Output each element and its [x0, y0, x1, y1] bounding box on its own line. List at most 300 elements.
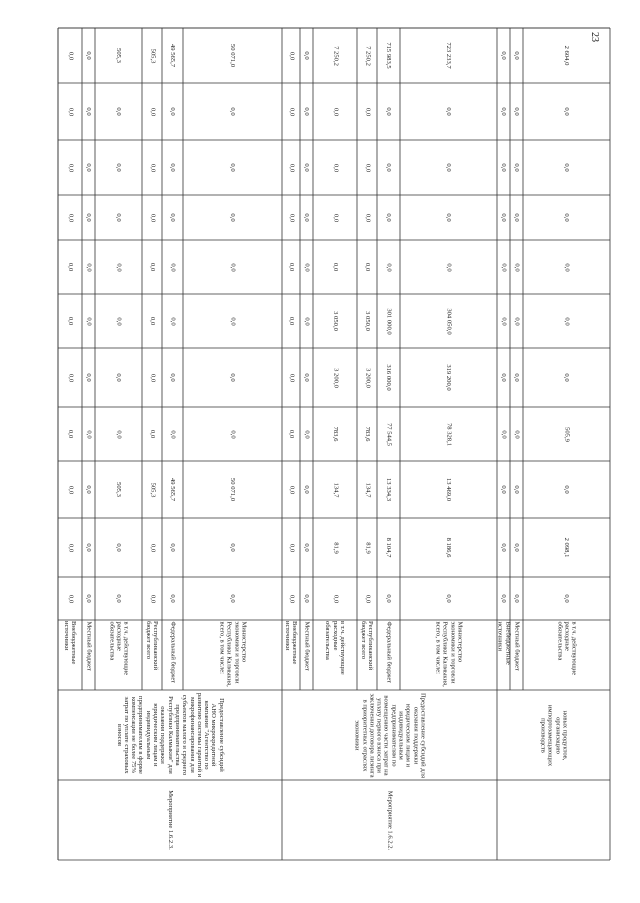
table-value: 0,0	[85, 163, 93, 172]
table-value-cell	[523, 83, 610, 140]
table-value-cell	[497, 28, 510, 83]
table-value-cell	[357, 240, 377, 294]
table-value-cell	[400, 83, 497, 140]
table-value-cell	[95, 83, 142, 140]
table-value: 0,0	[500, 485, 508, 494]
table-value-cell	[300, 518, 313, 577]
table-value-cell	[357, 140, 377, 195]
table-value-cell	[300, 83, 313, 140]
table-value: 0,0	[148, 107, 156, 116]
funding-source-cell	[497, 620, 510, 690]
table-value: 505,3	[115, 48, 123, 63]
table-value: 0,0	[66, 262, 74, 272]
table-value: 0,0	[169, 594, 177, 603]
table-value-cell	[357, 407, 377, 461]
table-value: 505,3	[148, 48, 156, 63]
table-value-cell	[82, 577, 95, 620]
table-value: 3 200,0	[331, 367, 339, 388]
table-value: 3 050,0	[331, 311, 339, 331]
activity-label-cell	[58, 780, 282, 860]
table-value: 0,0	[115, 543, 123, 552]
table-value: 2 604,0	[563, 45, 571, 66]
table-value: 0,0	[331, 594, 339, 603]
table-value-cell	[282, 195, 300, 240]
table-value-cell	[377, 83, 400, 140]
table-value-cell	[95, 294, 142, 348]
table-value-cell	[95, 348, 142, 407]
table-value: 0,0	[563, 485, 571, 494]
table-value: 49 565,7	[169, 477, 177, 502]
table-value-cell	[313, 240, 357, 294]
activity-description: Предоставление субсидий для оказания поддержки юридическим лицам и индивидуальным предпринимателям по возмещению части затрат на уплату первого взноса при заключении договора лизинга в приоритетных отраслях экономики	[353, 692, 426, 778]
table-value-cell	[377, 240, 400, 294]
table-value: 13 334,3	[385, 477, 393, 502]
table-value: 0,0	[148, 163, 156, 172]
table-value-cell	[300, 461, 313, 518]
table-value: 0,0	[115, 316, 123, 326]
table-value: 0,0	[500, 543, 508, 552]
table-value-cell	[313, 83, 357, 140]
table-value-cell	[142, 28, 162, 83]
table-value-cell	[313, 577, 357, 620]
table-value-cell	[162, 28, 183, 83]
funding-source: Федеральный бюджет	[169, 621, 177, 683]
funding-source: в т.ч. действующие расходные обязательства	[107, 621, 130, 675]
table-value-cell	[300, 348, 313, 407]
table-value-cell	[142, 518, 162, 577]
table-value: 0,0	[85, 316, 93, 326]
table-value: 0,0	[229, 594, 237, 603]
funding-source-cell	[523, 620, 610, 690]
table-value: 0,0	[513, 213, 521, 222]
table-value-cell	[510, 240, 523, 294]
table-value-cell	[183, 240, 282, 294]
table-value-cell	[400, 518, 497, 577]
table-value: 0,0	[363, 213, 371, 222]
table-value: 0,0	[229, 316, 237, 326]
table-value-cell	[82, 83, 95, 140]
table-value-cell	[357, 195, 377, 240]
table-value: 0,0	[385, 594, 393, 603]
table-value-cell	[58, 577, 82, 620]
table-value: 723 233,7	[445, 42, 453, 69]
table-value-cell	[357, 294, 377, 348]
table-value-cell	[300, 28, 313, 83]
table-value-cell	[357, 83, 377, 140]
table-value: 0,0	[303, 373, 311, 382]
table-value: 0,0	[229, 543, 237, 552]
table-value-cell	[95, 240, 142, 294]
table-value-cell	[400, 294, 497, 348]
table-value-cell	[162, 83, 183, 140]
funding-source-cell	[510, 620, 523, 690]
table-value-cell	[523, 28, 610, 83]
activity-label: Мероприятие 1.6.2.2.	[386, 790, 394, 850]
table-value: 0,0	[563, 107, 571, 116]
table-value: 0,0	[66, 107, 74, 116]
table-value-cell	[400, 407, 497, 461]
table-value: 0,0	[85, 373, 93, 382]
table-value: 0,0	[363, 107, 371, 116]
table-value: 0,0	[287, 543, 295, 552]
table-value-cell	[357, 28, 377, 83]
table-value: 0,0	[66, 51, 74, 60]
table-value: 0,0	[287, 213, 295, 222]
table-value-cell	[282, 348, 300, 407]
table-value-cell	[313, 294, 357, 348]
table-value: 0,0	[115, 373, 123, 382]
table-value: 0,0	[148, 594, 156, 603]
table-value: 0,0	[303, 594, 311, 603]
table-value: 0,0	[513, 543, 521, 552]
table-value-cell	[300, 577, 313, 620]
table-value-cell	[510, 195, 523, 240]
funding-source: Местный бюджет	[303, 621, 311, 671]
table-value-cell	[377, 461, 400, 518]
table-value: 0,0	[148, 373, 156, 382]
table-value: 0,0	[115, 429, 123, 439]
table-value-cell	[400, 195, 497, 240]
table-value: 8 186,6	[445, 537, 453, 558]
table-value-cell	[183, 461, 282, 518]
table-value: 0,0	[66, 213, 74, 222]
table-value-cell	[400, 461, 497, 518]
table-value: 50 071,0	[229, 477, 237, 502]
table-value-cell	[95, 140, 142, 195]
table-value: 0,0	[513, 485, 521, 494]
table-value-cell	[510, 140, 523, 195]
table-value: 78 328,1	[445, 422, 453, 446]
table-value: 0,0	[85, 543, 93, 552]
table-value-cell	[377, 195, 400, 240]
table-value: 0,0	[563, 163, 571, 172]
table-value: 0,0	[169, 543, 177, 552]
table-value-cell	[282, 83, 300, 140]
table-value: 0,0	[445, 262, 453, 272]
table-value: 0,0	[229, 107, 237, 116]
table-value: 3 050,0	[363, 311, 371, 331]
table-value: 0,0	[500, 316, 508, 326]
table-value: 505,9	[563, 426, 571, 442]
activity-label-cell	[282, 780, 497, 860]
table-value-cell	[510, 518, 523, 577]
table-value-cell	[497, 195, 510, 240]
table-value-cell	[142, 407, 162, 461]
table-value: 505,3	[148, 482, 156, 497]
table-value-cell	[282, 461, 300, 518]
table-value-cell	[142, 140, 162, 195]
table-value: 0,0	[66, 594, 74, 603]
funding-source-cell	[400, 620, 497, 690]
table-value-cell	[142, 294, 162, 348]
funding-source-cell	[142, 620, 162, 690]
table-value: 0,0	[287, 485, 295, 494]
table-value: 0,0	[303, 163, 311, 172]
funding-source: Министерство экономики и торговли Республики Калмыкия, всего, в том числе:	[218, 621, 248, 687]
table-value: 0,0	[563, 213, 571, 222]
table-value-cell	[497, 348, 510, 407]
table-value: 0,0	[66, 543, 74, 552]
table-value: 0,0	[385, 107, 393, 116]
table-value-cell	[313, 140, 357, 195]
table-value: 0,0	[287, 594, 295, 603]
table-value: 0,0	[445, 594, 453, 603]
table-value: 0,0	[500, 107, 508, 116]
table-value: 316 000,0	[385, 364, 393, 391]
table-value: 0,0	[169, 107, 177, 116]
table-value-cell	[162, 577, 183, 620]
table-value: 0,0	[513, 107, 521, 116]
table-value: 50 071,0	[229, 43, 237, 68]
table-value-cell	[400, 140, 497, 195]
table-value: 0,0	[85, 51, 93, 60]
table-value-cell	[300, 407, 313, 461]
table-value-cell	[300, 140, 313, 195]
table-value-cell	[82, 461, 95, 518]
table-value-cell	[300, 240, 313, 294]
table-value: 715 983,5	[385, 42, 393, 69]
table-value: 0,0	[363, 163, 371, 172]
table-value: 77 544,5	[385, 422, 393, 446]
table-value-cell	[377, 348, 400, 407]
table-value-cell	[282, 407, 300, 461]
table-value: 0,0	[148, 429, 156, 439]
table-value-cell	[497, 294, 510, 348]
table-value: 0,0	[66, 485, 74, 494]
table-value: 783,6	[363, 426, 371, 442]
table-value-cell	[183, 140, 282, 195]
table-value-cell	[523, 140, 610, 195]
table-value-cell	[282, 240, 300, 294]
table-value: 0,0	[287, 107, 295, 116]
table-value-cell	[497, 240, 510, 294]
table-value: 0,0	[513, 262, 521, 272]
page-number: 23	[589, 32, 600, 42]
table-value: 0,0	[303, 262, 311, 272]
funding-source-cell	[183, 620, 282, 690]
table-value: 0,0	[331, 262, 339, 272]
table-value: 0,0	[66, 163, 74, 172]
table-value-cell	[82, 348, 95, 407]
table-value: 2 098,1	[563, 537, 571, 558]
table-value-cell	[183, 83, 282, 140]
table-value-cell	[523, 294, 610, 348]
table-value: 0,0	[229, 262, 237, 272]
table-value: 0,0	[513, 594, 521, 603]
table-value: 0,0	[148, 213, 156, 222]
table-value-cell	[183, 195, 282, 240]
table-value: 0,0	[85, 262, 93, 272]
table-value-cell	[510, 28, 523, 83]
table-value-cell	[313, 407, 357, 461]
table-value-cell	[58, 28, 82, 83]
table-value: 0,0	[85, 107, 93, 116]
table-value-cell	[377, 28, 400, 83]
table-value: 0,0	[85, 213, 93, 222]
table-value: 0,0	[303, 51, 311, 60]
table-value-cell	[497, 407, 510, 461]
table-value: 0,0	[115, 594, 123, 603]
table-value: 0,0	[287, 262, 295, 272]
table-value-cell	[510, 577, 523, 620]
table-value: 0,0	[169, 373, 177, 382]
table-value-cell	[510, 407, 523, 461]
table-value: 0,0	[513, 429, 521, 439]
table-value: 0,0	[385, 213, 393, 222]
table-value-cell	[523, 577, 610, 620]
table-value: 0,0	[303, 485, 311, 494]
funding-source: Внебюджетные источники	[284, 621, 299, 665]
table-value-cell	[82, 240, 95, 294]
table-value: 0,0	[287, 51, 295, 60]
table-value-cell	[497, 461, 510, 518]
table-value: 0,0	[287, 429, 295, 439]
table-value: 0,0	[513, 316, 521, 326]
table-value-cell	[510, 83, 523, 140]
table-value-cell	[162, 195, 183, 240]
table-value: 0,0	[229, 213, 237, 222]
funding-source-cell	[282, 620, 300, 690]
table-value-cell	[183, 577, 282, 620]
table-value: 0,0	[303, 107, 311, 116]
table-value: 8 104,7	[385, 537, 393, 558]
table-value-cell	[58, 348, 82, 407]
table-value: 0,0	[500, 373, 508, 382]
table-value-cell	[357, 348, 377, 407]
table-value: 0,0	[445, 163, 453, 172]
table-value: 0,0	[66, 316, 74, 326]
table-value-cell	[162, 348, 183, 407]
table-value: 0,0	[385, 163, 393, 172]
table-value: 319 200,0	[445, 364, 453, 391]
table-value-cell	[82, 407, 95, 461]
table-value-cell	[58, 407, 82, 461]
table-value-cell	[282, 518, 300, 577]
table-value-cell	[497, 577, 510, 620]
table-value: 0,0	[331, 163, 339, 172]
table-value: 0,0	[331, 213, 339, 222]
table-value-cell	[400, 577, 497, 620]
table-value-cell	[282, 577, 300, 620]
table-value: 505,3	[115, 482, 123, 497]
funding-source: Министерство экономики и торговли Республики Калмыкия, всего, в том числе:	[434, 621, 464, 687]
funding-source-cell	[58, 620, 82, 690]
funding-source: Республиканский бюджет всего	[145, 621, 160, 671]
table-value: 0,0	[66, 373, 74, 382]
table-value: 0,0	[500, 594, 508, 603]
table-value: 0,0	[331, 107, 339, 116]
table-value: 81,9	[331, 541, 339, 554]
table-value-cell	[313, 348, 357, 407]
table-value: 0,0	[85, 594, 93, 603]
table-value: 0,0	[287, 373, 295, 382]
table-value-cell	[58, 140, 82, 195]
table-value-cell	[313, 28, 357, 83]
table-value: 0,0	[66, 429, 74, 439]
table-value: 0,0	[148, 543, 156, 552]
table-value: 0,0	[169, 316, 177, 326]
funding-source: в т.ч. действующие расходные обязательства	[555, 621, 578, 675]
table-value: 301 000,0	[385, 307, 393, 335]
table-value: 13 469,0	[445, 477, 453, 502]
table-value-cell	[313, 195, 357, 240]
table-value-cell	[142, 577, 162, 620]
table-value-cell	[497, 83, 510, 140]
table-value: 0,0	[229, 429, 237, 439]
activity-description: Предоставление субсидий АНО микрокредитной компании "Агентство по развитию системы гарантий и микрофинансирования для субъектов малого и среднего предпринимательства Республики Калмыкия" для оказания поддержки юридическим лицам и индивидуальным предпринимателям в форме компенсации не более 75% затрат по уплате страховых взносов	[115, 692, 225, 778]
table-value: 0,0	[303, 213, 311, 222]
activity-description-cell	[497, 690, 610, 780]
funding-source-cell	[377, 620, 400, 690]
table-value-cell	[95, 407, 142, 461]
table-value: 0,0	[563, 262, 571, 272]
table-value: 7 250,2	[363, 45, 371, 66]
table-value-cell	[82, 140, 95, 195]
table-value: 134,7	[363, 482, 371, 497]
table-value: 0,0	[445, 107, 453, 116]
table-value-cell	[282, 28, 300, 83]
activity-description-cell	[282, 690, 497, 780]
table-value: 304 050,0	[445, 307, 453, 335]
table-value-cell	[82, 518, 95, 577]
table-value-cell	[162, 294, 183, 348]
table-value-cell	[400, 348, 497, 407]
table-value: 0,0	[169, 262, 177, 272]
table-value: 0,0	[115, 213, 123, 222]
funding-source: Местный бюджет	[85, 621, 93, 671]
table-value-cell	[282, 140, 300, 195]
table-value: 0,0	[500, 163, 508, 172]
funding-source: Местный бюджет	[513, 621, 521, 671]
table-value-cell	[162, 240, 183, 294]
table-value: 0,0	[85, 429, 93, 439]
table-value-cell	[282, 294, 300, 348]
table-value-cell	[162, 407, 183, 461]
table-value-cell	[58, 294, 82, 348]
table-value-cell	[162, 461, 183, 518]
table-value-cell	[58, 240, 82, 294]
table-value: 0,0	[287, 163, 295, 172]
funding-source: Республиканский бюджет всего	[360, 621, 375, 671]
table-value: 0,0	[513, 51, 521, 60]
table-value-cell	[523, 407, 610, 461]
table-value: 0,0	[500, 429, 508, 439]
table-value-cell	[142, 83, 162, 140]
table-value-cell	[95, 577, 142, 620]
activity-description: новых продуктов, организацию импортозамещающих производств	[539, 704, 569, 766]
table-value-cell	[523, 518, 610, 577]
table-value: 0,0	[513, 373, 521, 382]
table-value: 0,0	[500, 262, 508, 272]
table-value: 0,0	[229, 163, 237, 172]
table-value: 0,0	[229, 373, 237, 382]
table-value-cell	[183, 28, 282, 83]
table-value-cell	[357, 518, 377, 577]
table-value-cell	[377, 577, 400, 620]
table-value: 0,0	[148, 316, 156, 326]
table-value-cell	[523, 461, 610, 518]
table-value: 49 565,7	[169, 43, 177, 68]
activity-label: Мероприятие 1.6.2.3.	[166, 790, 174, 850]
table-value-cell	[142, 461, 162, 518]
table-value: 0,0	[445, 213, 453, 222]
table-value-cell	[313, 518, 357, 577]
table-value-cell	[497, 518, 510, 577]
table-value: 0,0	[169, 429, 177, 439]
table-value-cell	[142, 348, 162, 407]
table-value-cell	[95, 461, 142, 518]
table-value: 0,0	[385, 262, 393, 272]
